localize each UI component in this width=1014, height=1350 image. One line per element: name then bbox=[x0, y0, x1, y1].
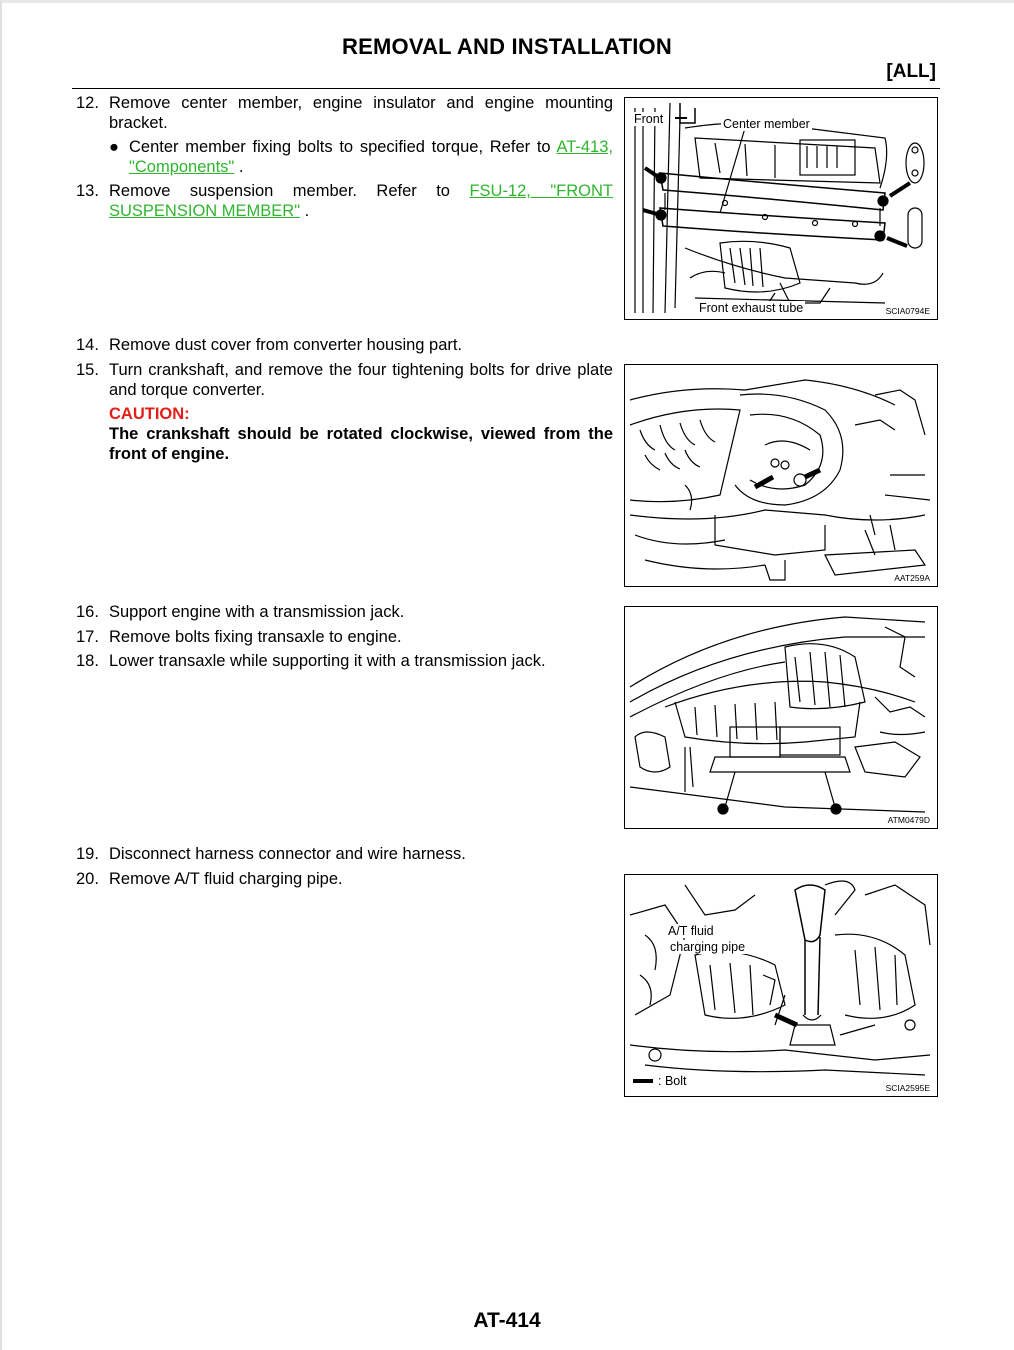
step-number: 14. bbox=[76, 336, 99, 354]
bullet-text: Center member fixing bolts to specified torque, Refer to bbox=[129, 138, 557, 156]
step-text: Remove bolts fixing transaxle to engine. bbox=[109, 628, 402, 646]
page-number: AT-414 bbox=[473, 1309, 541, 1332]
step-text: Support engine with a transmission jack. bbox=[109, 603, 405, 621]
page-edge-left bbox=[0, 0, 2, 1350]
step-text: Lower transaxle while supporting it with a transmission jack. bbox=[109, 652, 546, 670]
step-number: 16. bbox=[76, 603, 99, 621]
step-16 bbox=[76, 603, 613, 623]
step-number: 18. bbox=[76, 652, 99, 670]
step-text: Remove center member, engine insulator and engine mounting bracket. bbox=[109, 94, 613, 132]
step-12-bullet bbox=[109, 138, 613, 177]
step-18 bbox=[76, 652, 613, 672]
link-at-413-components[interactable]: AT-413, "Components" bbox=[129, 138, 613, 176]
caution-label: CAUTION: bbox=[109, 405, 190, 423]
caution-text: The crankshaft should be rotated clockwise, viewed from the front of engine. bbox=[109, 425, 613, 463]
label-fluid-pipe-line2: charging pipe bbox=[670, 940, 746, 954]
label-center-member: Center member bbox=[723, 117, 810, 131]
figure-code: ATM0479D bbox=[887, 815, 930, 825]
label-fluid-pipe-line1: A/T fluid bbox=[668, 924, 714, 938]
drive-plate-illustration bbox=[625, 365, 937, 586]
step-number: 12. bbox=[76, 94, 99, 112]
step-text: Remove suspension member. Refer to bbox=[109, 182, 470, 200]
page-edge bbox=[0, 0, 1014, 3]
page-title: REMOVAL AND INSTALLATION bbox=[342, 34, 672, 59]
figure-code: SCIA2595E bbox=[885, 1083, 930, 1093]
fluid-charging-pipe-illustration bbox=[625, 875, 937, 1096]
figure-code: SCIA0794E bbox=[885, 306, 930, 316]
figure-fluid-charging-pipe bbox=[624, 874, 938, 1097]
center-member-illustration bbox=[625, 98, 937, 319]
link-fsu-12-front-suspension-member[interactable]: FSU-12, "FRONT SUSPENSION MEMBER" bbox=[109, 182, 613, 220]
step-text-after: . bbox=[300, 201, 310, 220]
step-text: Disconnect harness connector and wire harness. bbox=[109, 845, 466, 863]
label-front-exhaust-tube: Front exhaust tube bbox=[699, 301, 804, 315]
step-19 bbox=[76, 845, 613, 865]
step-number: 19. bbox=[76, 845, 99, 863]
step-14 bbox=[76, 336, 613, 356]
step-text: Remove A/T fluid charging pipe. bbox=[109, 870, 343, 888]
step-number: 13. bbox=[76, 182, 99, 200]
transmission-jack-illustration bbox=[625, 607, 937, 828]
figure-drive-plate-bolts bbox=[624, 364, 938, 587]
step-text: Turn crankshaft, and remove the four tightening bolts for drive plate and torque converter. bbox=[109, 361, 613, 399]
figure-transmission-jack bbox=[624, 606, 938, 829]
step-15 bbox=[76, 361, 613, 400]
figure-center-member bbox=[624, 97, 938, 320]
step-12 bbox=[76, 94, 613, 133]
step-20 bbox=[76, 870, 613, 890]
step-text: Remove dust cover from converter housing part. bbox=[109, 336, 463, 354]
step-13 bbox=[76, 182, 613, 221]
step-number: 20. bbox=[76, 870, 99, 888]
step-number: 15. bbox=[76, 361, 99, 379]
step-17 bbox=[76, 628, 613, 648]
bullet-dot-icon: ● bbox=[109, 138, 119, 156]
bullet-text-after: . bbox=[234, 157, 244, 176]
figure-code: AAT259A bbox=[894, 573, 930, 583]
label-bolt-legend: : Bolt bbox=[658, 1074, 687, 1088]
section-tag: [ALL] bbox=[886, 61, 936, 82]
label-front: Front bbox=[634, 112, 664, 126]
step-number: 17. bbox=[76, 628, 99, 646]
header-rule bbox=[72, 88, 940, 89]
